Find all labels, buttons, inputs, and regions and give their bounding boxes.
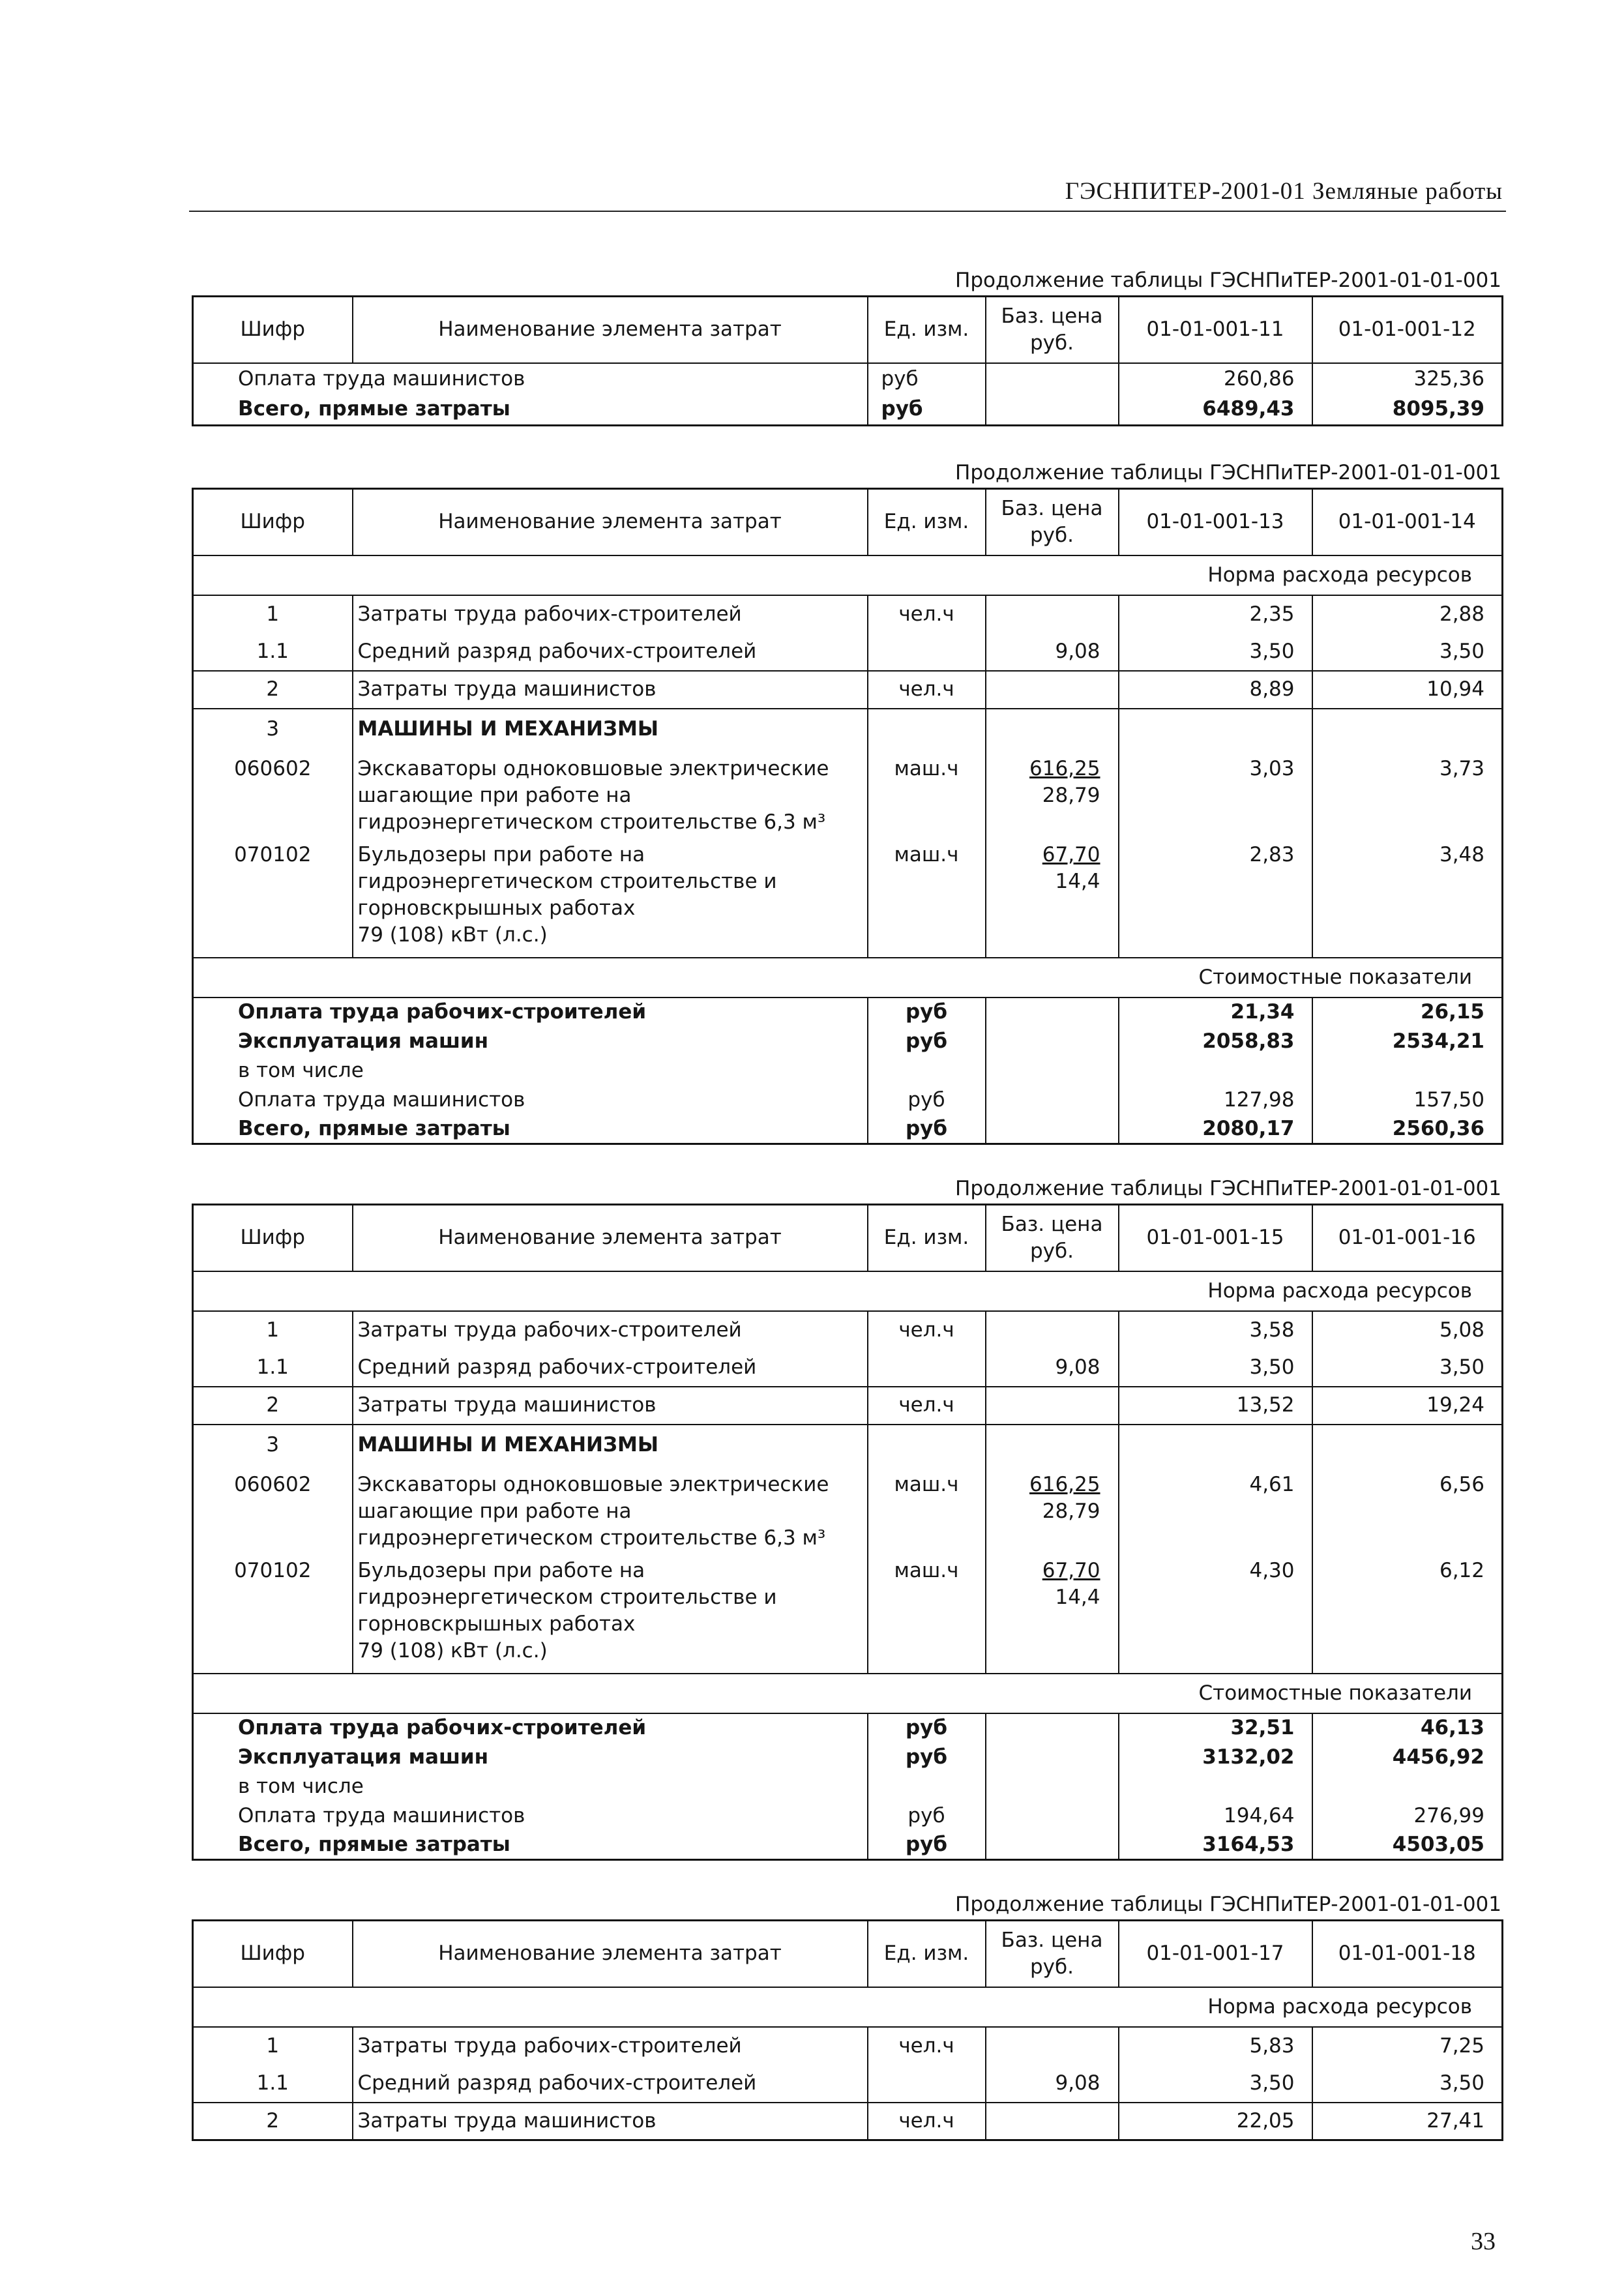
cost-unit: руб (868, 394, 986, 426)
machine-base-price: 616,25 (1029, 1472, 1100, 1496)
resource-unit: чел.ч (868, 1311, 986, 1349)
cost-label: Всего, прямые затраты (193, 1115, 868, 1144)
cost-value: 26,15 (1420, 1000, 1484, 1024)
cost-value: 4503,05 (1392, 1832, 1484, 1856)
rate-table-block (192, 460, 1501, 1145)
resource-value: 27,41 (1426, 2108, 1484, 2133)
header-rate-code: 01-01-001-12 (1312, 297, 1503, 363)
resource-name: Бульдозеры при работе на гидроэнергетическом строительстве и горновскрышных работах 79 (108) кВт (л.с.) (353, 836, 868, 958)
empty-cell (868, 709, 986, 750)
header-base-price: Баз. цена руб. (986, 1921, 1119, 1987)
table-header-row (193, 1921, 1503, 1987)
resource-code: 2 (193, 2103, 353, 2140)
norms-label-row (193, 1271, 1503, 1311)
cost-value (1119, 1056, 1312, 1086)
table-header (193, 297, 1503, 363)
costs-label-row (193, 958, 1503, 998)
cost-label: Оплата труда машинистов (193, 1801, 868, 1831)
norms-label-row (193, 555, 1503, 595)
resource-name: Средний разряд рабочих-строителей (353, 633, 868, 671)
resource-value: 2,88 (1439, 602, 1484, 626)
cost-unit (868, 1772, 986, 1801)
cost-unit: руб (868, 1713, 986, 1743)
cost-value: 3132,02 (1119, 1743, 1312, 1772)
header-rate-code: 01-01-001-15 (1119, 1205, 1312, 1271)
rate-table (192, 488, 1503, 1145)
header-name: Наименование элемента затрат (353, 1921, 868, 1987)
rate-table (192, 1204, 1503, 1861)
group-title-row (193, 709, 1503, 750)
rate-table (192, 295, 1503, 426)
costs-label: Стоимостные показатели (193, 1674, 1503, 1713)
norms-label: Норма расхода ресурсов (193, 1987, 1503, 2027)
resource-value: 13,52 (1119, 1387, 1312, 1425)
cost-label: Эксплуатация машин (193, 1743, 868, 1772)
header-base-price: Баз. цена руб. (986, 297, 1119, 363)
resource-code: 060602 (193, 1466, 353, 1552)
resource-value: 3,48 (1439, 842, 1484, 866)
rate-table-block (192, 1891, 1501, 2141)
cost-row (193, 394, 1503, 426)
resource-base-price (986, 595, 1119, 633)
resource-base-price (986, 1387, 1119, 1425)
resource-unit: чел.ч (868, 671, 986, 709)
resource-unit (868, 633, 986, 671)
resource-base-price (986, 1552, 1119, 1674)
machine-row (193, 836, 1503, 958)
resource-value: 2,83 (1119, 836, 1312, 958)
resource-value: 7,25 (1439, 2033, 1484, 2058)
cost-row (193, 1056, 1503, 1086)
resource-value: 3,50 (1439, 1355, 1484, 1379)
cost-row (193, 998, 1503, 1027)
table-header (193, 489, 1503, 555)
page-number: 33 (1471, 2228, 1496, 2255)
resource-name: Средний разряд рабочих-строителей (353, 2065, 868, 2103)
cost-unit: руб (868, 363, 986, 394)
cost-unit: руб (868, 1115, 986, 1144)
cost-row (193, 1801, 1503, 1831)
resource-value: 3,50 (1119, 633, 1312, 671)
resource-code: 1 (193, 595, 353, 633)
empty-cell (986, 1027, 1119, 1056)
resource-row (193, 671, 1503, 709)
header-rate-code: 01-01-001-16 (1312, 1205, 1503, 1271)
resource-group (193, 1425, 1503, 1674)
resource-code: 1.1 (193, 2065, 353, 2103)
cost-value: 3164,53 (1119, 1831, 1312, 1860)
resource-value: 5,83 (1119, 2027, 1312, 2065)
header-unit: Ед. изм. (868, 1205, 986, 1271)
resource-base-price (986, 671, 1119, 709)
cost-value: 2058,83 (1119, 1027, 1312, 1056)
resource-unit: чел.ч (868, 1387, 986, 1425)
norms-label-row (193, 1987, 1503, 2027)
empty-cell (986, 1801, 1119, 1831)
cost-row (193, 1743, 1503, 1772)
resource-code: 1.1 (193, 1349, 353, 1387)
resource-name: Затраты труда рабочих-строителей (353, 2027, 868, 2065)
empty-cell (986, 394, 1119, 426)
resource-row (193, 1349, 1503, 1387)
resource-name: Средний разряд рабочих-строителей (353, 1349, 868, 1387)
resource-unit: маш.ч (868, 1466, 986, 1552)
resource-value: 3,50 (1439, 639, 1484, 663)
resource-group (193, 709, 1503, 958)
resource-row (193, 2103, 1503, 2140)
header-code: Шифр (193, 1921, 353, 1987)
resource-value: 2,35 (1119, 595, 1312, 633)
header-base-price: Баз. цена руб. (986, 489, 1119, 555)
cost-unit (868, 1056, 986, 1086)
resource-value: 8,89 (1119, 671, 1312, 709)
empty-cell (986, 1743, 1119, 1772)
header-unit: Ед. изм. (868, 489, 986, 555)
resource-code: 1.1 (193, 633, 353, 671)
table-caption: Продолжение таблицы ГЭСНПиТЕР-2001-01-01-001 (955, 1177, 1501, 1200)
header-code: Шифр (193, 1205, 353, 1271)
table-header (193, 1205, 1503, 1271)
empty-cell (986, 998, 1119, 1027)
cost-row (193, 1713, 1503, 1743)
resource-code: 3 (193, 709, 353, 750)
machine-row (193, 1466, 1503, 1552)
resource-unit: маш.ч (868, 750, 986, 836)
cost-value: 194,64 (1119, 1801, 1312, 1831)
empty-cell (986, 1772, 1119, 1801)
cost-row (193, 1027, 1503, 1056)
resource-code: 1 (193, 2027, 353, 2065)
rate-table-block (192, 1175, 1501, 1861)
resource-base-price: 9,08 (986, 2065, 1119, 2103)
cost-value: 6489,43 (1119, 394, 1312, 426)
table-header-row (193, 1205, 1503, 1271)
resource-value: 22,05 (1119, 2103, 1312, 2140)
resource-name: Затраты труда машинистов (353, 2103, 868, 2140)
cost-value: 260,86 (1119, 363, 1312, 394)
cost-row (193, 1115, 1503, 1144)
resource-name: МАШИНЫ И МЕХАНИЗМЫ (353, 1425, 868, 1466)
resource-value: 3,73 (1439, 756, 1484, 780)
empty-cell (986, 1086, 1119, 1115)
cost-section (193, 1713, 1503, 1860)
cost-value: 46,13 (1420, 1716, 1484, 1739)
resource-base-price (986, 750, 1119, 836)
costs-label: Стоимостные показатели (193, 958, 1503, 998)
cost-row (193, 1831, 1503, 1860)
cost-label: в том числе (193, 1056, 868, 1086)
resource-unit: чел.ч (868, 595, 986, 633)
machine-base-price: 67,70 (1042, 1558, 1100, 1582)
empty-cell (986, 1425, 1119, 1466)
machine-row (193, 1552, 1503, 1674)
resource-code: 070102 (193, 1552, 353, 1674)
running-header-title: ГЭСНПИТЕР-2001-01 Земляные работы (1065, 178, 1503, 205)
empty-cell (986, 1713, 1119, 1743)
cost-row (193, 1086, 1503, 1115)
resource-code: 1 (193, 1311, 353, 1349)
resource-value: 10,94 (1426, 677, 1484, 701)
cost-value: 2560,36 (1392, 1116, 1484, 1140)
rate-table-block (192, 267, 1501, 426)
cost-value (1119, 1772, 1312, 1801)
empty-cell (986, 1056, 1119, 1086)
costs-label-row (193, 1674, 1503, 1713)
header-unit: Ед. изм. (868, 297, 986, 363)
resource-name: Бульдозеры при работе на гидроэнергетическом строительстве и горновскрышных работах 79 (108) кВт (л.с.) (353, 1552, 868, 1674)
resource-value: 3,03 (1119, 750, 1312, 836)
resource-base-price (986, 1466, 1119, 1552)
resource-value: 3,50 (1119, 1349, 1312, 1387)
resource-unit (868, 1349, 986, 1387)
cost-unit: руб (868, 1027, 986, 1056)
resource-value: 3,50 (1439, 2071, 1484, 2095)
table-caption: Продолжение таблицы ГЭСНПиТЕР-2001-01-01-001 (955, 269, 1501, 292)
resource-base-price (986, 1311, 1119, 1349)
resource-value: 6,12 (1439, 1558, 1484, 1582)
norms-label: Норма расхода ресурсов (193, 1271, 1503, 1311)
rate-table (192, 1919, 1503, 2141)
machine-base-wage: 28,79 (1042, 783, 1100, 807)
cost-label: Оплата труда машинистов (193, 363, 868, 394)
resource-name: Затраты труда рабочих-строителей (353, 1311, 868, 1349)
group-title-row (193, 1425, 1503, 1466)
resource-group (193, 2027, 1503, 2103)
resource-group (193, 1311, 1503, 1387)
resource-value: 6,56 (1439, 1472, 1484, 1496)
header-code: Шифр (193, 489, 353, 555)
resource-base-price (986, 836, 1119, 958)
resource-unit: чел.ч (868, 2103, 986, 2140)
empty-cell (1119, 709, 1312, 750)
resource-unit: чел.ч (868, 2027, 986, 2065)
resource-group (193, 1387, 1503, 1425)
resource-unit (868, 2065, 986, 2103)
resource-base-price: 9,08 (986, 1349, 1119, 1387)
cost-label: Оплата труда рабочих-строителей (193, 1713, 868, 1743)
resource-code: 3 (193, 1425, 353, 1466)
cost-value (1312, 1056, 1503, 1086)
header-rate-code: 01-01-001-11 (1119, 297, 1312, 363)
resource-row (193, 2065, 1503, 2103)
machine-base-wage: 28,79 (1042, 1499, 1100, 1523)
header-name: Наименование элемента затрат (353, 297, 868, 363)
cost-row (193, 363, 1503, 394)
resource-row (193, 1387, 1503, 1425)
header-name: Наименование элемента затрат (353, 1205, 868, 1271)
cost-label: Всего, прямые затраты (193, 394, 868, 426)
resource-value: 4,61 (1119, 1466, 1312, 1552)
resource-value: 19,24 (1426, 1393, 1484, 1417)
resource-value: 3,50 (1119, 2065, 1312, 2103)
resource-name: Затраты труда рабочих-строителей (353, 595, 868, 633)
cost-label: Оплата труда рабочих-строителей (193, 998, 868, 1027)
cost-unit: руб (868, 1743, 986, 1772)
table-header-row (193, 489, 1503, 555)
header-rule (189, 211, 1506, 212)
cost-value: 157,50 (1413, 1087, 1484, 1112)
empty-cell (1312, 1425, 1503, 1466)
empty-cell (1312, 709, 1503, 750)
cost-value (1312, 1772, 1503, 1801)
cost-value: 8095,39 (1392, 397, 1484, 421)
table-caption: Продолжение таблицы ГЭСНПиТЕР-2001-01-01-001 (955, 1893, 1501, 1916)
resource-group (193, 2103, 1503, 2140)
empty-cell (986, 709, 1119, 750)
empty-cell (986, 1831, 1119, 1860)
machine-base-price: 67,70 (1042, 842, 1100, 866)
header-rate-code: 01-01-001-17 (1119, 1921, 1312, 1987)
resource-value: 5,08 (1439, 1318, 1484, 1342)
cost-row (193, 1772, 1503, 1801)
cost-label: в том числе (193, 1772, 868, 1801)
resource-base-price (986, 2027, 1119, 2065)
cost-value: 4456,92 (1392, 1745, 1484, 1769)
resource-code: 070102 (193, 836, 353, 958)
cost-unit: руб (868, 1801, 986, 1831)
cost-section (193, 998, 1503, 1144)
machine-base-wage: 14,4 (1055, 1585, 1100, 1609)
costs-section-header (193, 1674, 1503, 1713)
resource-row (193, 2027, 1503, 2065)
resource-row (193, 633, 1503, 671)
costs-section-header (193, 958, 1503, 998)
table-caption: Продолжение таблицы ГЭСНПиТЕР-2001-01-01-001 (955, 461, 1501, 484)
norms-section (193, 1271, 1503, 1311)
cost-label: Всего, прямые затраты (193, 1831, 868, 1860)
resource-name: Экскаваторы одноковшовые электрические шагающие при работе на гидроэнергетическом строительстве 6,3 м³ (353, 750, 868, 836)
cost-value: 21,34 (1119, 998, 1312, 1027)
resource-group (193, 595, 1503, 671)
cost-value: 2080,17 (1119, 1115, 1312, 1144)
resource-row (193, 595, 1503, 633)
cost-label: Эксплуатация машин (193, 1027, 868, 1056)
cost-value: 2534,21 (1392, 1029, 1484, 1053)
cost-value: 276,99 (1413, 1803, 1484, 1827)
empty-cell (1119, 1425, 1312, 1466)
table-header (193, 1921, 1503, 1987)
resource-code: 2 (193, 671, 353, 709)
resource-code: 060602 (193, 750, 353, 836)
norms-label: Норма расхода ресурсов (193, 555, 1503, 595)
resource-code: 2 (193, 1387, 353, 1425)
machine-base-wage: 14,4 (1055, 869, 1100, 893)
resource-value: 4,30 (1119, 1552, 1312, 1674)
header-unit: Ед. изм. (868, 1921, 986, 1987)
cost-unit: руб (868, 1086, 986, 1115)
header-rate-code: 01-01-001-18 (1312, 1921, 1503, 1987)
empty-cell (986, 1115, 1119, 1144)
resource-name: Затраты труда машинистов (353, 671, 868, 709)
machine-row (193, 750, 1503, 836)
table-header-row (193, 297, 1503, 363)
cost-value: 325,36 (1413, 366, 1484, 391)
resource-base-price (986, 2103, 1119, 2140)
cost-value: 32,51 (1119, 1713, 1312, 1743)
cost-section (193, 363, 1503, 426)
resource-name: Экскаваторы одноковшовые электрические шагающие при работе на гидроэнергетическом строительстве 6,3 м³ (353, 1466, 868, 1552)
machine-base-price: 616,25 (1029, 756, 1100, 780)
resource-group (193, 671, 1503, 709)
resource-name: МАШИНЫ И МЕХАНИЗМЫ (353, 709, 868, 750)
cost-label: Оплата труда машинистов (193, 1086, 868, 1115)
norms-section (193, 1987, 1503, 2027)
header-name: Наименование элемента затрат (353, 489, 868, 555)
empty-cell (986, 363, 1119, 394)
cost-unit: руб (868, 1831, 986, 1860)
header-code: Шифр (193, 297, 353, 363)
resource-unit: маш.ч (868, 1552, 986, 1674)
header-rate-code: 01-01-001-13 (1119, 489, 1312, 555)
resource-base-price: 9,08 (986, 633, 1119, 671)
empty-cell (868, 1425, 986, 1466)
resource-unit: маш.ч (868, 836, 986, 958)
resource-name: Затраты труда машинистов (353, 1387, 868, 1425)
header-base-price: Баз. цена руб. (986, 1205, 1119, 1271)
norms-section (193, 555, 1503, 595)
cost-value: 127,98 (1119, 1086, 1312, 1115)
header-rate-code: 01-01-001-14 (1312, 489, 1503, 555)
resource-row (193, 1311, 1503, 1349)
resource-value: 3,58 (1119, 1311, 1312, 1349)
cost-unit: руб (868, 998, 986, 1027)
